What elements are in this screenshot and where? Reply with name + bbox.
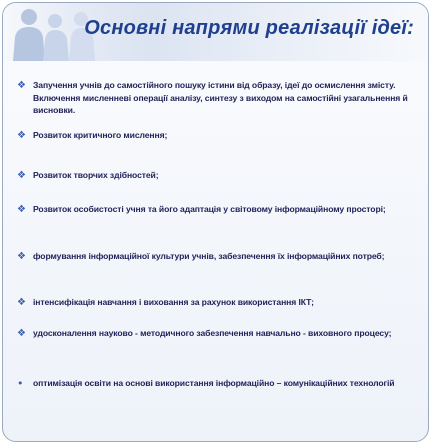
list-item xyxy=(17,129,415,142)
diamond-bullet-icon: ❖ xyxy=(17,251,26,262)
list-item-text: оптимізація освіти на основі використання інформаційно – комунікаційних технологій xyxy=(33,378,395,388)
list-item-text: Запучення учнів до самостійного пошуку істини від образу, ідеї до осмислення змісту. Включення мисленневі операції аналізу, синтезу з виходом на самостійні узагальнення й висновки. xyxy=(33,80,408,115)
slide-card xyxy=(2,2,429,442)
diamond-bullet-icon: ❖ xyxy=(17,130,26,141)
diamond-bullet-icon: ❖ xyxy=(17,80,26,91)
list-item-text: удосконалення науково - методичного забезпечення навчально - виховного процесу; xyxy=(33,328,392,338)
list-item-text: Розвиток критичного мислення; xyxy=(33,130,168,140)
diamond-bullet-icon: ❖ xyxy=(17,170,26,181)
list-item xyxy=(17,203,415,216)
list-item xyxy=(17,327,415,340)
list-item xyxy=(17,250,415,263)
list-item-text: Розвиток особистості учня та його адаптація у світовому інформаційному просторі; xyxy=(33,204,386,214)
slide-title: Основні напрями реалізації ідеї: xyxy=(84,17,414,39)
diamond-bullet-icon: ❖ xyxy=(17,204,26,215)
diamond-bullet-icon: ❖ xyxy=(17,328,26,339)
list-item-text: Розвиток творчих здібностей; xyxy=(33,170,159,180)
list-item xyxy=(17,79,415,117)
list-item xyxy=(17,377,415,390)
list-item-text: формування інформаційної культури учнів, забезпечення їх інформаційних потреб; xyxy=(33,251,385,261)
diamond-bullet-icon: ❖ xyxy=(17,297,26,308)
list-item xyxy=(17,169,415,182)
list-item-text: інтенсифікація навчання і виховання за рахунок використання ІКТ; xyxy=(33,297,314,307)
dot-bullet-icon: • xyxy=(17,377,24,390)
list-item xyxy=(17,296,415,309)
